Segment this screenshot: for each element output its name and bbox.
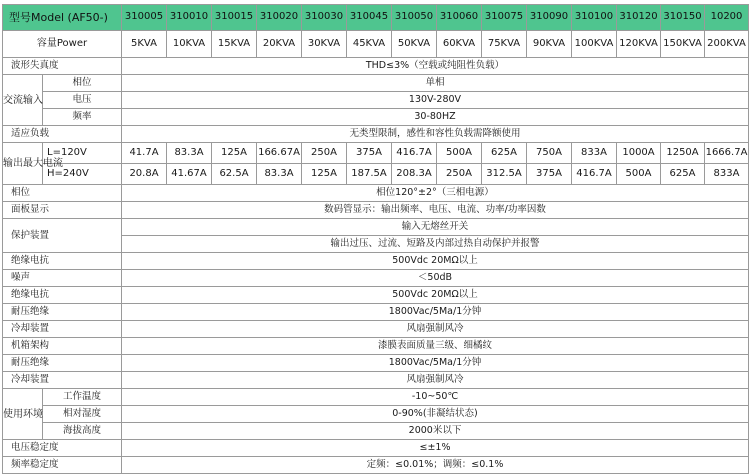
withstand-value-2: 1800Vac/5Ma/1分钟 xyxy=(122,355,749,372)
chassis-row xyxy=(3,338,749,355)
env-humidity-row xyxy=(3,406,749,423)
model-code-cell: 310020 xyxy=(257,5,302,31)
power-value-cell: 75KVA xyxy=(482,31,527,58)
output-phase-value: 相位120°±2°（三相电源） xyxy=(122,185,749,202)
load-row xyxy=(3,126,749,143)
insulation-value-2: 500Vdc 20MΩ以上 xyxy=(122,287,749,304)
current-l120-cell: 125A xyxy=(212,143,257,164)
current-l120-label: L=120V xyxy=(43,143,122,164)
voltage-stability-label: 电压稳定度 xyxy=(3,440,122,457)
model-code-cell: 310015 xyxy=(212,5,257,31)
current-h240-row xyxy=(3,164,749,185)
env-temp-value: -10~50℃ xyxy=(122,389,749,406)
protection-value-2: 输出过压、过流、短路及内部过热自动保护并报警 xyxy=(122,236,749,253)
power-value-cell: 150KVA xyxy=(661,31,705,58)
current-h240-cell: 312.5A xyxy=(482,164,527,185)
load-label: 适应负载 xyxy=(3,126,122,143)
model-code-cell: 310030 xyxy=(302,5,347,31)
current-h240-cell: 208.3A xyxy=(392,164,437,185)
current-h240-cell: 500A xyxy=(617,164,661,185)
noise-label: 噪声 xyxy=(3,270,122,287)
current-l120-cell: 41.7A xyxy=(122,143,167,164)
current-l120-cell: 500A xyxy=(437,143,482,164)
current-l120-cell: 750A xyxy=(527,143,572,164)
current-h240-cell: 416.7A xyxy=(572,164,617,185)
waveform-label: 波形失真度 xyxy=(3,58,122,75)
cooling-label-1: 冷却装置 xyxy=(3,321,122,338)
current-l120-cell: 416.7A xyxy=(392,143,437,164)
frequency-stability-row xyxy=(3,457,749,474)
spec-table xyxy=(2,4,749,474)
current-l120-cell: 833A xyxy=(572,143,617,164)
current-h240-cell: 125A xyxy=(302,164,347,185)
frequency-stability-label: 频率稳定度 xyxy=(3,457,122,474)
env-altitude-label: 海拔高度 xyxy=(43,423,122,440)
ac-input-frequency-label: 频率 xyxy=(43,109,122,126)
current-h240-cell: 250A xyxy=(437,164,482,185)
env-humidity-label: 相对湿度 xyxy=(43,406,122,423)
env-temp-label: 工作温度 xyxy=(43,389,122,406)
insulation-row-1 xyxy=(3,253,749,270)
output-phase-row xyxy=(3,185,749,202)
model-code-cell: 310075 xyxy=(482,5,527,31)
current-l120-cell: 1000A xyxy=(617,143,661,164)
current-l120-cell: 250A xyxy=(302,143,347,164)
current-h240-cell: 375A xyxy=(527,164,572,185)
model-code-cell: 310010 xyxy=(167,5,212,31)
insulation-label-1: 绝缘电抗 xyxy=(3,253,122,270)
protection-label: 保护装置 xyxy=(3,219,122,253)
power-value-cell: 100KVA xyxy=(572,31,617,58)
current-l120-cell: 625A xyxy=(482,143,527,164)
current-h240-label: H=240V xyxy=(43,164,122,185)
current-l120-cell: 375A xyxy=(347,143,392,164)
withstand-row-2 xyxy=(3,355,749,372)
cooling-value-2: 风扇强制风冷 xyxy=(122,372,749,389)
withstand-row-1 xyxy=(3,304,749,321)
current-l120-cell: 1250A xyxy=(661,143,705,164)
model-code-cell: 10200 xyxy=(705,5,749,31)
header-row xyxy=(3,5,749,31)
env-altitude-row xyxy=(3,423,749,440)
current-l120-row xyxy=(3,143,749,164)
ac-input-phase-row xyxy=(3,75,749,92)
model-code-cell: 310005 xyxy=(122,5,167,31)
env-temp-row xyxy=(3,389,749,406)
current-l120-cell: 166.67A xyxy=(257,143,302,164)
ac-input-frequency-row xyxy=(3,109,749,126)
model-code-cell: 310100 xyxy=(572,5,617,31)
ac-input-voltage-value: 130V-280V xyxy=(122,92,749,109)
protection-value-1: 输入无熔丝开关 xyxy=(122,219,749,236)
withstand-label-2: 耐压绝缘 xyxy=(3,355,122,372)
output-phase-label: 相位 xyxy=(3,185,122,202)
ac-input-group-label: 交流输入 xyxy=(3,75,43,126)
max-current-group-label: 输出最大电流 xyxy=(3,143,43,185)
chassis-value: 漆膜表面质量三级、细橘纹 xyxy=(122,338,749,355)
panel-value: 数码管显示：输出频率、电压、电流、功率/功率因数 xyxy=(122,202,749,219)
current-h240-cell: 41.67A xyxy=(167,164,212,185)
withstand-value-1: 1800Vac/5Ma/1分钟 xyxy=(122,304,749,321)
insulation-row-2 xyxy=(3,287,749,304)
power-value-cell: 120KVA xyxy=(617,31,661,58)
power-value-cell: 10KVA xyxy=(167,31,212,58)
power-row xyxy=(3,31,749,58)
insulation-label-2: 绝缘电抗 xyxy=(3,287,122,304)
environment-group-label: 使用环境 xyxy=(3,389,43,440)
panel-row xyxy=(3,202,749,219)
power-value-cell: 5KVA xyxy=(122,31,167,58)
noise-row xyxy=(3,270,749,287)
current-h240-cell: 833A xyxy=(705,164,749,185)
power-value-cell: 15KVA xyxy=(212,31,257,58)
power-label: 容量Power xyxy=(3,31,122,58)
model-label: 型号Model (AF50-) xyxy=(3,5,122,31)
power-value-cell: 200KVA xyxy=(705,31,749,58)
voltage-stability-row xyxy=(3,440,749,457)
protection-row-1 xyxy=(3,219,749,236)
power-value-cell: 50KVA xyxy=(392,31,437,58)
power-value-cell: 45KVA xyxy=(347,31,392,58)
cooling-row-2 xyxy=(3,372,749,389)
power-value-cell: 20KVA xyxy=(257,31,302,58)
model-code-cell: 310150 xyxy=(661,5,705,31)
current-l120-cell: 83.3A xyxy=(167,143,212,164)
current-h240-cell: 83.3A xyxy=(257,164,302,185)
current-h240-cell: 625A xyxy=(661,164,705,185)
model-code-cell: 310045 xyxy=(347,5,392,31)
load-value: 无类型限制，感性和容性负载需降额使用 xyxy=(122,126,749,143)
power-value-cell: 60KVA xyxy=(437,31,482,58)
current-l120-cell: 1666.7A xyxy=(705,143,749,164)
waveform-row xyxy=(3,58,749,75)
ac-input-phase-value: 单相 xyxy=(122,75,749,92)
model-code-cell: 310090 xyxy=(527,5,572,31)
model-code-cell: 310120 xyxy=(617,5,661,31)
env-altitude-value: 2000米以下 xyxy=(122,423,749,440)
panel-label: 面板显示 xyxy=(3,202,122,219)
frequency-stability-value: 定频：≤0.01%；调频：≤0.1% xyxy=(122,457,749,474)
current-h240-cell: 20.8A xyxy=(122,164,167,185)
voltage-stability-value: ≤±1% xyxy=(122,440,749,457)
insulation-value-1: 500Vdc 20MΩ以上 xyxy=(122,253,749,270)
waveform-value: THD≤3%（空载或纯阻性负载） xyxy=(122,58,749,75)
current-h240-cell: 62.5A xyxy=(212,164,257,185)
model-code-cell: 310060 xyxy=(437,5,482,31)
ac-input-phase-label: 相位 xyxy=(43,75,122,92)
ac-input-frequency-value: 30-80HZ xyxy=(122,109,749,126)
power-value-cell: 90KVA xyxy=(527,31,572,58)
cooling-row-1 xyxy=(3,321,749,338)
model-code-cell: 310050 xyxy=(392,5,437,31)
noise-value: ＜50dB xyxy=(122,270,749,287)
chassis-label: 机箱架构 xyxy=(3,338,122,355)
ac-input-voltage-label: 电压 xyxy=(43,92,122,109)
withstand-label-1: 耐压绝缘 xyxy=(3,304,122,321)
env-humidity-value: 0-90%(非凝结状态) xyxy=(122,406,749,423)
power-value-cell: 30KVA xyxy=(302,31,347,58)
cooling-value-1: 风扇强制风冷 xyxy=(122,321,749,338)
cooling-label-2: 冷却装置 xyxy=(3,372,122,389)
ac-input-voltage-row xyxy=(3,92,749,109)
current-h240-cell: 187.5A xyxy=(347,164,392,185)
